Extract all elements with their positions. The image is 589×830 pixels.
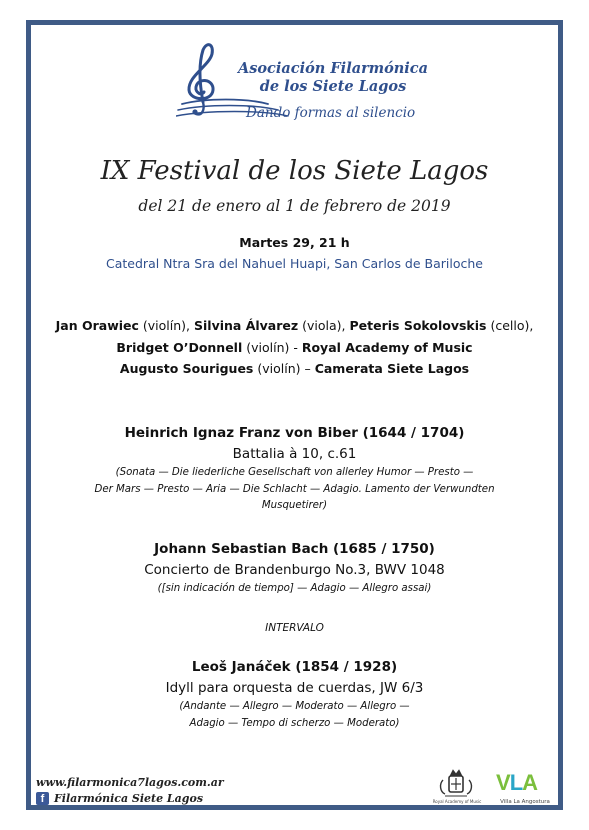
ensemble-name: Royal Academy of Music <box>301 340 473 355</box>
villa-la-angostura-label: Villa La Angostura <box>500 799 550 805</box>
performer-name: Augusto Sourigues <box>119 361 254 376</box>
festival-dates: del 21 de enero al 1 de febrero de 2019 <box>138 197 451 215</box>
performer-name: Silvina Álvarez <box>194 318 299 333</box>
movements-line: Der Mars — Presto — Aria — Die Schlacht — Adagio. Lamento der Verwundten <box>94 484 495 495</box>
performer-name: Peteris Sokolovskis <box>349 318 487 333</box>
performer-name: Jan Orawiec <box>55 318 139 333</box>
website-link[interactable]: www.filarmonica7lagos.com.ar <box>36 776 224 789</box>
movements-line: ([sin indicación de tiempo] — Adagio — Allegro assai) <box>157 583 432 594</box>
concert-venue: Catedral Ntra Sra del Nahuel Huapi, San Carlos de Bariloche <box>106 256 483 271</box>
movements-line: (Sonata — Die liederliche Gesellschaft von allerley Humor — Presto — <box>115 467 474 478</box>
association-name-line-2: de los Siete Lagos <box>259 78 407 95</box>
composer-janacek: Leoš Janáček (1854 / 1928) <box>191 659 398 675</box>
composer-biber: Heinrich Ignaz Franz von Biber (1644 / 1704) <box>124 425 465 441</box>
performer-instrument: (viola), <box>298 318 350 333</box>
festival-title: IX Festival de los Siete Lagos <box>100 156 489 186</box>
association-motto: Dando formas al silencio <box>246 105 416 121</box>
performer-instrument: (violín), <box>138 318 194 333</box>
performers-line-3 <box>0 361 589 376</box>
performer-instrument: (cello), <box>486 318 534 333</box>
performers-line-2 <box>0 340 589 355</box>
facebook-icon: f <box>36 792 49 805</box>
intermission-label: INTERVALO <box>265 622 324 634</box>
villa-la-angostura-logo: VLA <box>496 770 538 795</box>
composer-bach: Johann Sebastian Bach (1685 / 1750) <box>154 541 435 557</box>
royal-academy-label: Royal Academy of Music <box>432 799 482 804</box>
movements-line: Musquetirer) <box>261 500 328 511</box>
facebook-link[interactable] <box>36 791 203 806</box>
performer-name: Bridget O’Donnell <box>116 340 243 355</box>
performer-instrument: (violín) – <box>253 361 315 376</box>
facebook-page-name: Filarmónica Siete Lagos <box>54 792 204 805</box>
performer-instrument: (violín) - <box>242 340 302 355</box>
association-name-line-1: Asociación Filarmónica <box>237 60 429 77</box>
ensemble-name: Camerata Siete Lagos <box>314 361 470 376</box>
work-idyll: Idyll para orquesta de cuerdas, JW 6/3 <box>165 680 424 696</box>
movements-line: (Andante — Allegro — Moderato — Allegro — <box>179 701 410 712</box>
performers-line-1 <box>0 318 589 333</box>
work-battalia: Battalia à 10, c.61 <box>232 446 357 462</box>
concert-date: Martes 29, 21 h <box>239 235 350 250</box>
work-brandenburg: Concierto de Brandenburgo No.3, BWV 1048 <box>144 562 445 578</box>
movements-line: Adagio — Tempo di scherzo — Moderato) <box>189 718 400 729</box>
